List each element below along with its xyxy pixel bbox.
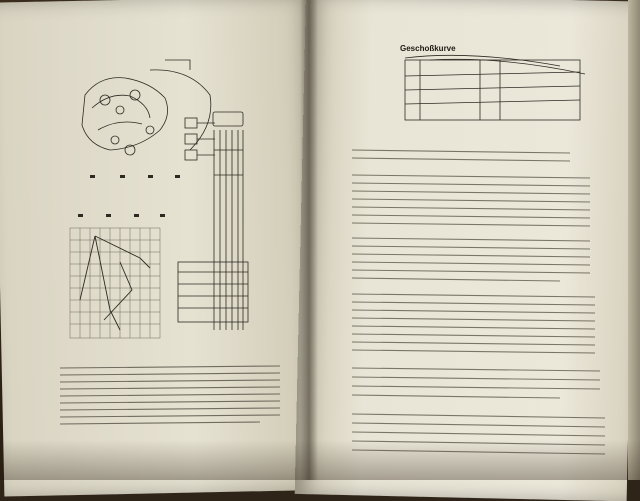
trajectory-chart <box>405 55 585 120</box>
diagram-label-top: Geschoßkurve <box>400 44 456 53</box>
right-paragraph-lines <box>352 150 605 454</box>
